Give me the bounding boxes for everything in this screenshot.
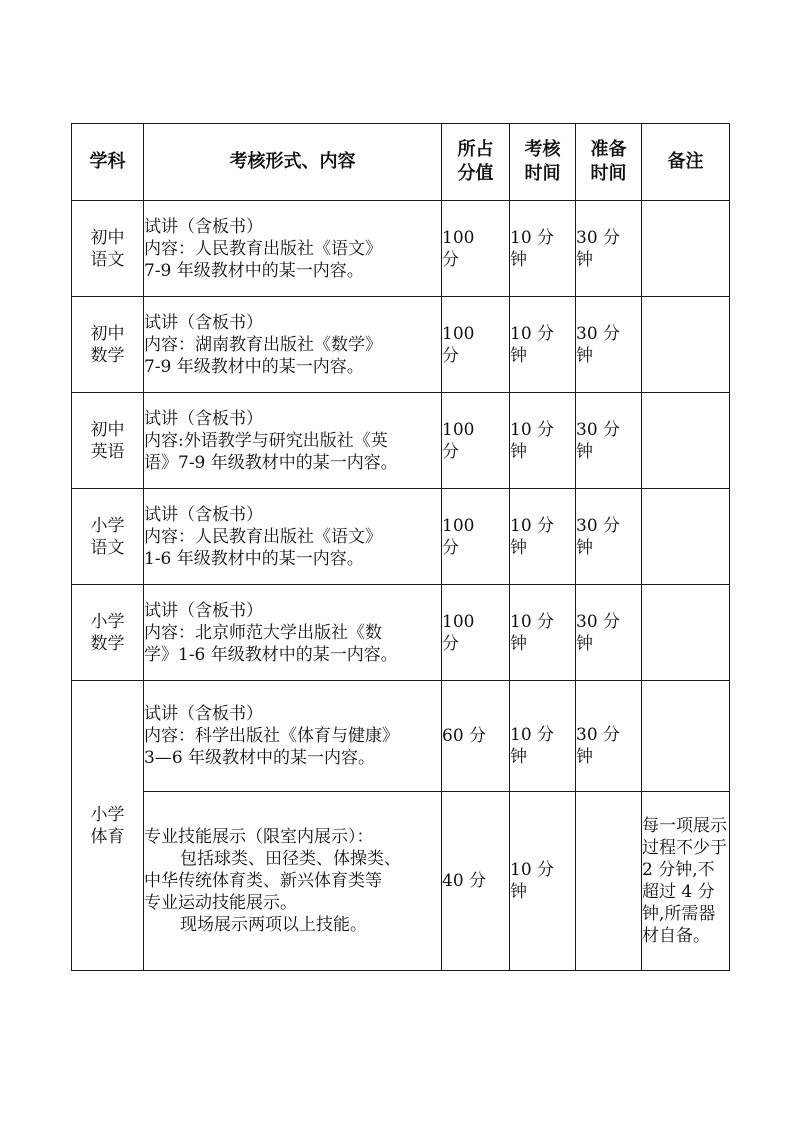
- note-cell: [642, 393, 730, 489]
- subject-cell: 小学 体育: [72, 681, 144, 971]
- note-cell: 每一项展示过程不少于 2 分钟,不超过 4 分钟,所需器材自备。: [642, 792, 730, 971]
- exam-time-cell: 10 分 钟: [510, 489, 576, 585]
- content-cell: 试讲（含板书） 内容：科学出版社《体育与健康》 3—6 年级教材中的某一内容。: [144, 681, 442, 792]
- content-cell: 试讲（含板书） 内容：湖南教育出版社《数学》 7-9 年级教材中的某一内容。: [144, 297, 442, 393]
- header-content: 考核形式、内容: [144, 124, 442, 201]
- note-cell: [642, 585, 730, 681]
- exam-table: [71, 123, 730, 971]
- content-cell: 试讲（含板书） 内容：人民教育出版社《语文》 1-6 年级教材中的某一内容。: [144, 489, 442, 585]
- subject-cell: 小学 语文: [72, 489, 144, 585]
- header-prep-time: 准备 时间: [576, 124, 642, 201]
- prep-time-cell: 30 分 钟: [576, 297, 642, 393]
- table-row: [72, 201, 730, 297]
- content-cell: 试讲（含板书） 内容：人民教育出版社《语文》 7-9 年级教材中的某一内容。: [144, 201, 442, 297]
- note-cell: [642, 297, 730, 393]
- header-note: 备注: [642, 124, 730, 201]
- table-row: [72, 489, 730, 585]
- score-cell: 100 分: [442, 201, 510, 297]
- score-cell: 100 分: [442, 297, 510, 393]
- table-row: [72, 792, 730, 971]
- exam-time-cell: 10 分 钟: [510, 792, 576, 971]
- content-cell: 试讲（含板书） 内容：北京师范大学出版社《数 学》1-6 年级教材中的某一内容。: [144, 585, 442, 681]
- subject-cell: 初中 英语: [72, 393, 144, 489]
- table-row: [72, 585, 730, 681]
- note-cell: [642, 681, 730, 792]
- prep-time-cell: 30 分 钟: [576, 585, 642, 681]
- header-score: 所占 分值: [442, 124, 510, 201]
- score-cell: 60 分: [442, 681, 510, 792]
- skill-content-cell: 专业技能展示（限室内展示）： 包括球类、田径类、体操类、 中华传统体育类、新兴体育类等 专业运动技能展示。 现场展示两项以上技能。: [144, 792, 442, 971]
- exam-time-cell: 10 分 钟: [510, 681, 576, 792]
- exam-time-cell: 10 分 钟: [510, 585, 576, 681]
- header-exam-time: 考核 时间: [510, 124, 576, 201]
- score-cell: 100 分: [442, 393, 510, 489]
- exam-time-cell: 10 分 钟: [510, 297, 576, 393]
- exam-time-cell: 10 分 钟: [510, 201, 576, 297]
- table-row: [72, 393, 730, 489]
- subject-cell: 初中 数学: [72, 297, 144, 393]
- subject-cell: 初中 语文: [72, 201, 144, 297]
- prep-time-cell: 30 分 钟: [576, 681, 642, 792]
- header-row: [72, 124, 730, 201]
- score-cell: 100 分: [442, 489, 510, 585]
- subject-cell: 小学 数学: [72, 585, 144, 681]
- prep-time-cell: 30 分 钟: [576, 201, 642, 297]
- table-row: [72, 681, 730, 792]
- score-cell: 40 分: [442, 792, 510, 971]
- note-cell: [642, 489, 730, 585]
- score-cell: 100 分: [442, 585, 510, 681]
- note-cell: [642, 201, 730, 297]
- prep-time-cell: [576, 792, 642, 971]
- exam-time-cell: 10 分 钟: [510, 393, 576, 489]
- header-subject: 学科: [72, 124, 144, 201]
- table-row: [72, 297, 730, 393]
- prep-time-cell: 30 分 钟: [576, 393, 642, 489]
- prep-time-cell: 30 分 钟: [576, 489, 642, 585]
- content-cell: 试讲（含板书） 内容:外语教学与研究出版社《英 语》7-9 年级教材中的某一内容。: [144, 393, 442, 489]
